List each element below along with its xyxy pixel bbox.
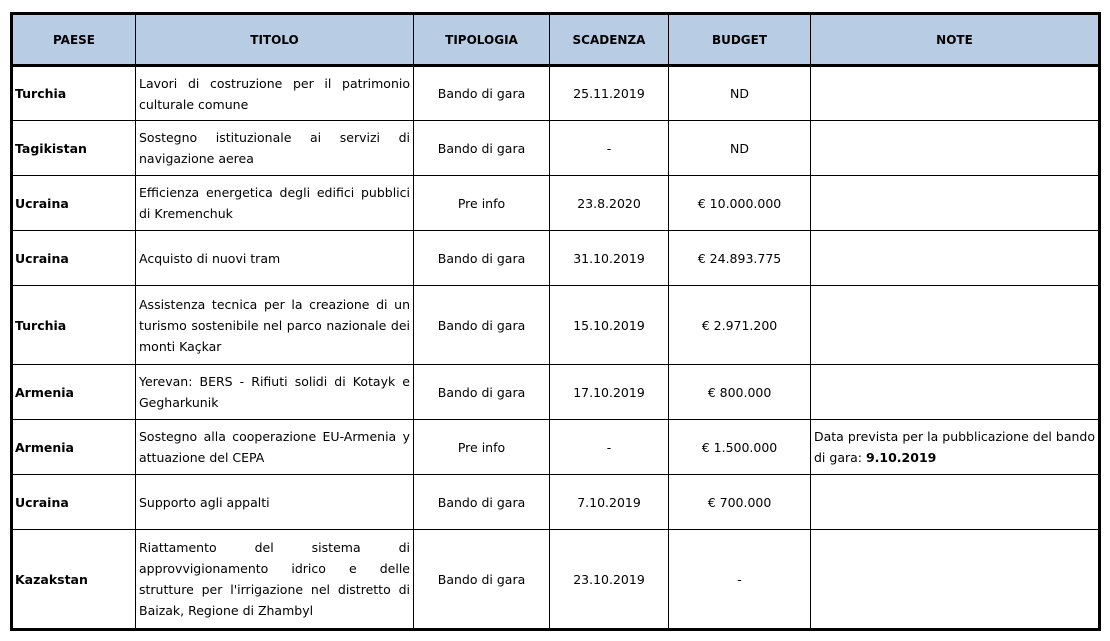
cell-titolo: Supporto agli appalti: [136, 475, 414, 530]
cell-titolo: Efficienza energetica degli edifici pubblici di Kremenchuk: [136, 176, 414, 231]
tenders-table-container: [10, 12, 1098, 631]
table-row: [12, 365, 1100, 420]
cell-titolo: Riattamento del sistema di approvvigionamento idrico e delle strutture per l'irrigazione nel distretto di Baizak, Regione di Zhambyl: [136, 530, 414, 630]
header-note: NOTE: [811, 14, 1100, 66]
cell-scadenza: 17.10.2019: [550, 365, 669, 420]
header-tipologia: TIPOLOGIA: [414, 14, 550, 66]
cell-budget: € 10.000.000: [669, 176, 811, 231]
cell-scadenza: 23.8.2020: [550, 176, 669, 231]
header-titolo: TITOLO: [136, 14, 414, 66]
cell-tipologia: Bando di gara: [414, 286, 550, 365]
cell-budget: € 2.971.200: [669, 286, 811, 365]
cell-paese: Turchia: [12, 286, 136, 365]
cell-scadenza: 23.10.2019: [550, 530, 669, 630]
cell-scadenza: 25.11.2019: [550, 66, 669, 121]
cell-tipologia: Pre info: [414, 176, 550, 231]
cell-budget: ND: [669, 66, 811, 121]
cell-scadenza: -: [550, 121, 669, 176]
cell-tipologia: Bando di gara: [414, 475, 550, 530]
cell-scadenza: 15.10.2019: [550, 286, 669, 365]
header-paese: PAESE: [12, 14, 136, 66]
header-row: [12, 14, 1100, 66]
cell-note: [811, 66, 1100, 121]
table-row: [12, 231, 1100, 286]
cell-budget: € 1.500.000: [669, 420, 811, 475]
cell-tipologia: Bando di gara: [414, 530, 550, 630]
cell-titolo: Sostegno alla cooperazione EU-Armenia y attuazione del CEPA: [136, 420, 414, 475]
cell-paese: Armenia: [12, 420, 136, 475]
cell-budget: ND: [669, 121, 811, 176]
cell-tipologia: Bando di gara: [414, 365, 550, 420]
cell-budget: € 700.000: [669, 475, 811, 530]
cell-scadenza: 31.10.2019: [550, 231, 669, 286]
table-row: [12, 286, 1100, 365]
header-budget: BUDGET: [669, 14, 811, 66]
cell-tipologia: Bando di gara: [414, 231, 550, 286]
note-date: 9.10.2019: [865, 450, 937, 465]
cell-tipologia: Pre info: [414, 420, 550, 475]
cell-note: [811, 286, 1100, 365]
cell-budget: € 800.000: [669, 365, 811, 420]
cell-tipologia: Bando di gara: [414, 66, 550, 121]
cell-paese: Turchia: [12, 66, 136, 121]
cell-titolo: Yerevan: BERS - Rifiuti solidi di Kotayk e Gegharkunik: [136, 365, 414, 420]
cell-titolo: Assistenza tecnica per la creazione di un turismo sostenibile nel parco nazionale dei monti Kaçkar: [136, 286, 414, 365]
note-text: Data prevista per la pubblicazione del bando di gara:: [814, 429, 1095, 465]
tenders-table: [10, 12, 1101, 631]
cell-titolo: Sostegno istituzionale ai servizi di navigazione aerea: [136, 121, 414, 176]
cell-paese: Armenia: [12, 365, 136, 420]
table-row: [12, 176, 1100, 231]
cell-note: [811, 231, 1100, 286]
cell-scadenza: -: [550, 420, 669, 475]
cell-tipologia: Bando di gara: [414, 121, 550, 176]
cell-budget: -: [669, 530, 811, 630]
cell-titolo: Lavori di costruzione per il patrimonio culturale comune: [136, 66, 414, 121]
header-scadenza: SCADENZA: [550, 14, 669, 66]
cell-scadenza: 7.10.2019: [550, 475, 669, 530]
table-row: [12, 66, 1100, 121]
table-row: [12, 530, 1100, 630]
cell-paese: Tagikistan: [12, 121, 136, 176]
cell-budget: € 24.893.775: [669, 231, 811, 286]
cell-paese: Ucraina: [12, 475, 136, 530]
cell-note: [811, 420, 1100, 475]
table-row: [12, 475, 1100, 530]
cell-titolo: Acquisto di nuovi tram: [136, 231, 414, 286]
cell-note: [811, 176, 1100, 231]
table-row: [12, 420, 1100, 475]
cell-note: [811, 475, 1100, 530]
cell-paese: Kazakstan: [12, 530, 136, 630]
cell-paese: Ucraina: [12, 231, 136, 286]
cell-paese: Ucraina: [12, 176, 136, 231]
cell-note: [811, 530, 1100, 630]
table-row: [12, 121, 1100, 176]
cell-note: [811, 365, 1100, 420]
cell-note: [811, 121, 1100, 176]
